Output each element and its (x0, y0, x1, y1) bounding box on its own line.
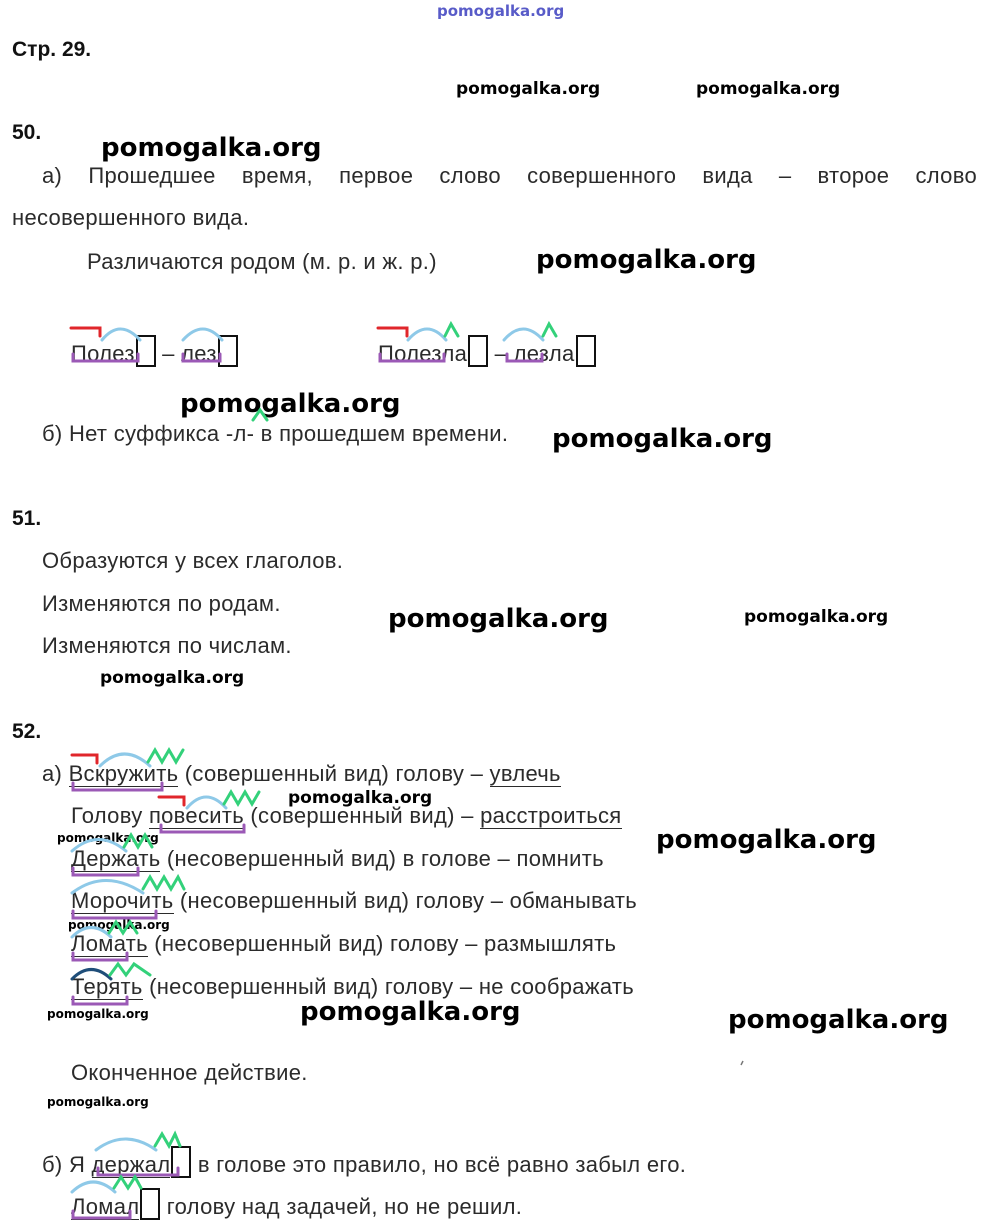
word-lezla: лезла (513, 341, 575, 366)
word-polezla: Полезла (378, 341, 468, 366)
word-povesit: повесить (148, 803, 244, 828)
meaning: увлечь (489, 761, 561, 786)
watermark: pomogalka.org (300, 997, 521, 1027)
row-text: голову над задачей, но не решил. (160, 1194, 523, 1219)
ex52-b-line-2 (71, 1188, 522, 1220)
word-polez: Полез (71, 341, 135, 366)
meaning: расстроиться (480, 803, 622, 828)
row-text: (несовершенный вид) в голове – помнить (160, 846, 604, 871)
row-text: (совершенный вид) голову – (178, 761, 490, 786)
watermark: pomogalka.org (180, 389, 401, 419)
zero-ending-box (136, 335, 156, 367)
ex52-b-line-1 (42, 1146, 686, 1178)
watermark: pomogalka.org (728, 1005, 949, 1035)
row-text: в голове это правило, но всё равно забыл его. (191, 1152, 687, 1177)
ending-box (468, 335, 488, 367)
watermark: pomogalka.org (100, 668, 245, 688)
exercise-52-number: 52. (12, 720, 42, 743)
watermark: pomogalka.org (47, 1095, 149, 1109)
ending-box (171, 1146, 191, 1178)
row-text: (несовершенный вид) голову – размышлять (147, 931, 617, 956)
ex52-row-3 (71, 846, 604, 872)
suffix-mark (114, 1177, 141, 1188)
watermark: pomogalka.org (57, 831, 159, 845)
ending-box (576, 335, 596, 367)
watermark: pomogalka.org (744, 607, 889, 627)
word-derzhal: держал (91, 1152, 171, 1177)
page-ref: Стр. 29. (12, 38, 92, 61)
dash: – (494, 341, 508, 366)
row-text: (несовершенный вид) голову – обманывать (173, 888, 638, 913)
ex52-row-5 (71, 931, 616, 957)
row-text: (несовершенный вид) голову – не соображать (142, 974, 635, 999)
watermark: pomogalka.org (696, 79, 841, 99)
watermark: pomogalka.org (656, 825, 877, 855)
ex52-row-4 (71, 888, 637, 914)
watermark: pomogalka.org (388, 604, 609, 634)
watermark: pomogalka.org (101, 133, 322, 163)
ending-box (140, 1188, 160, 1220)
scan-speck (741, 1061, 743, 1065)
word-lomal: Ломал (71, 1194, 140, 1219)
ex50-word-pair-2 (378, 335, 596, 367)
word-teryat: Терять (71, 974, 143, 999)
watermark: pomogalka.org (288, 788, 433, 808)
watermark: pomogalka.org (552, 424, 773, 454)
word-lomat: Ломать (71, 931, 148, 956)
watermark: pomogalka.org (536, 245, 757, 275)
ex50-b-line: б) Нет суффикса -л- в прошедшем времени. (42, 421, 509, 446)
ex52-row-1 (42, 761, 561, 787)
ex50-a-line1: а) Прошедшее время, первое слово совершенного вида – второе слово (42, 163, 977, 188)
exercise-50-number: 50. (12, 121, 42, 144)
exercise-51-number: 51. (12, 507, 42, 530)
row-text: (совершенный вид) – (244, 803, 481, 828)
watermark: pomogalka.org (68, 918, 170, 932)
word-morochit: Морочить (71, 888, 174, 913)
item-label: б) Я (42, 1152, 92, 1177)
ex50-word-pair-1 (71, 335, 238, 367)
ex50-a-line2: несовершенного вида. (12, 205, 250, 230)
ex51-line: Изменяются по числам. (42, 633, 292, 658)
word-lez: лез (181, 341, 217, 366)
ex52-row-2 (71, 803, 622, 829)
watermark: pomogalka.org (47, 1007, 149, 1021)
ex50-a-line3: Различаются родом (м. р. и ж. р.) (87, 249, 437, 274)
watermark: pomogalka.org (456, 79, 601, 99)
item-label: а) (42, 761, 69, 786)
watermark-top: pomogalka.org (437, 2, 565, 20)
row-text: Голову (71, 803, 149, 828)
word-derzhat: Держать (71, 846, 161, 871)
word-vskruzhit: Вскружить (68, 761, 179, 786)
ex51-line: Изменяются по родам. (42, 591, 281, 616)
suffix-mark (155, 1134, 180, 1146)
dash: – (162, 341, 175, 366)
ex52-conclusion: Оконченное действие. (71, 1060, 308, 1085)
ex52-row-6 (71, 974, 634, 1000)
zero-ending-box (218, 335, 238, 367)
ex51-line: Образуются у всех глаголов. (42, 548, 344, 573)
